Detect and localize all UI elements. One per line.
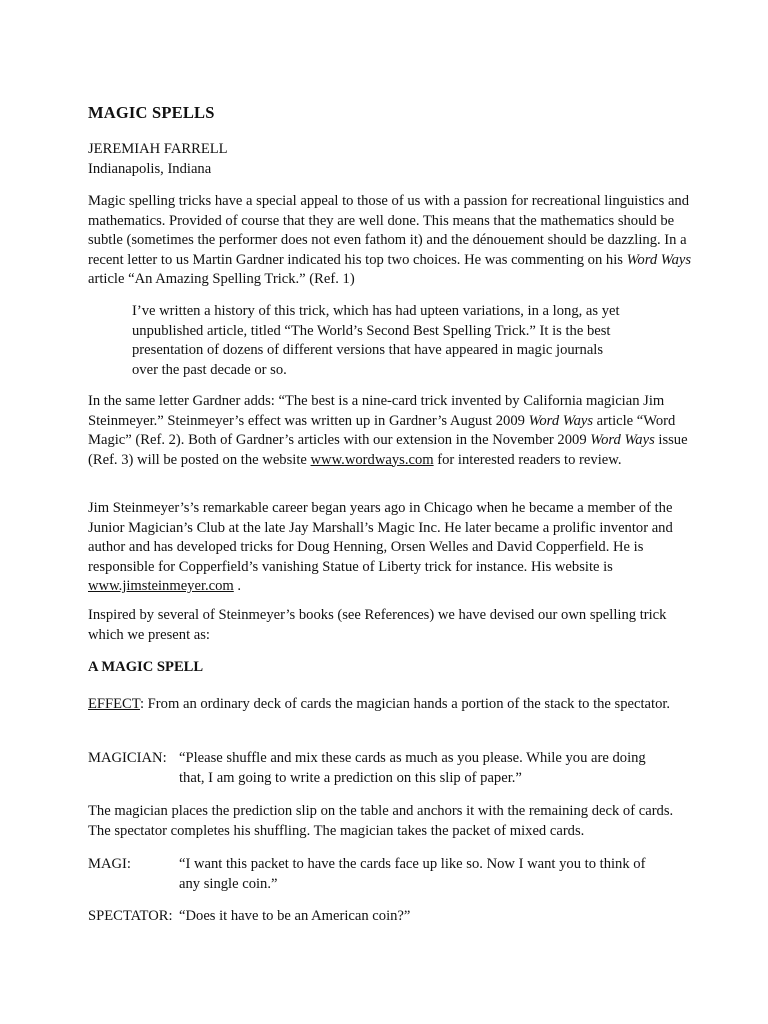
section-heading: A MAGIC SPELL xyxy=(88,659,204,675)
effect-label: EFFECT xyxy=(88,696,140,712)
author-name: JEREMIAH FARRELL xyxy=(88,141,228,157)
utterance-line: that, I am going to write a prediction on this slip of paper.” xyxy=(179,769,522,786)
speaker-label: SPECTATOR: xyxy=(88,908,173,924)
paragraph-gardner xyxy=(88,392,698,470)
paragraph-gardner-text-b: article “Word Magic” (Ref. 2). Both of Gardner’s articles with our extension in the November 2009 xyxy=(88,412,676,448)
paragraph-intro-end: article “An Amazing Spelling Trick.” (Ref. 1) xyxy=(88,271,355,287)
utterance-line: “I want this packet to have the cards face up like so. Now I want you to think of xyxy=(179,856,646,872)
page-title: MAGIC SPELLS xyxy=(88,103,215,122)
utterance-line: any single coin.” xyxy=(179,875,278,892)
paragraph-steinmeyer-end: . xyxy=(233,578,242,594)
dialogue-magi xyxy=(88,855,698,895)
paragraph-intro-text: Magic spelling tricks have a special appeal to those of us with a passion for recreational linguistics and mathematics. Provided of course that they are well done. This means that the mathematics should be subtle (sometimes the performer does not even fathom it) and the dénouement should be dazzling. In a recent letter to us Martin Gardner indicated his top two choices. He was commenting on his xyxy=(88,193,690,268)
dialogue-magician xyxy=(88,749,698,789)
block-quote: I’ve written a history of this trick, which has had upteen variations, in a long, as yet unpublished article, titled “The World’s Second Best Spelling Trick.” It is the best presentation of dozens of different versions that have appeared in magic journals over the past decade or so. xyxy=(132,303,620,378)
paragraph-prediction: The magician places the prediction slip on the table and anchors it with the remaining deck of cards. The spectator completes his shuffling. The magician takes the packet of mixed cards. xyxy=(88,803,674,839)
author-location: Indianapolis, Indiana xyxy=(88,160,212,177)
journal-title: Word Ways xyxy=(626,251,692,268)
paragraph-steinmeyer-text: Jim Steinmeyer’s’s remarkable career began years ago in Chicago when he became a member of the Junior Magician’s Club at the late Jay Marshall’s Magic Inc. He later became a prolific inventor and author and has developed tricks for Doug Henning, Orsen Welles and David Copperfield. He is responsible for Copperfield’s vanishing Statue of Liberty trick for instance. His website is xyxy=(88,500,673,575)
paragraph-gardner-text-d: for interested readers to review. xyxy=(433,451,622,468)
journal-title: Word Ways xyxy=(528,412,594,429)
paragraph-steinmeyer xyxy=(88,499,698,597)
wordways-link[interactable]: www.wordways.com xyxy=(310,451,434,468)
jimsteinmeyer-link[interactable]: www.jimsteinmeyer.com xyxy=(88,578,234,594)
paragraph-gardner-text-c: issue (Ref. 3) will be posted on the website xyxy=(88,432,688,468)
dialogue-spectator xyxy=(88,907,698,927)
utterance-line: “Does it have to be an American coin?” xyxy=(179,908,411,924)
paragraph-inspired: Inspired by several of Steinmeyer’s books (see References) we have devised our own spelling trick which we present as: xyxy=(88,607,667,643)
effect-text: : From an ordinary deck of cards the magician hands a portion of the stack to the spectator. xyxy=(139,696,671,712)
speaker-label: MAGI: xyxy=(88,856,131,872)
paragraph-intro xyxy=(88,192,698,290)
journal-title: Word Ways xyxy=(590,432,655,448)
effect-paragraph xyxy=(88,695,698,715)
utterance-line: “Please shuffle and mix these cards as much as you please. While you are doing xyxy=(179,750,646,766)
speaker-label: MAGICIAN: xyxy=(88,750,167,766)
author-block xyxy=(88,140,698,179)
paragraph-gardner-text-a: In the same letter Gardner adds: “The best is a nine-card trick invented by California magician Jim Steinmeyer.” Steinmeyer’s effect was written up in Gardner’s August 2009 xyxy=(88,393,665,429)
